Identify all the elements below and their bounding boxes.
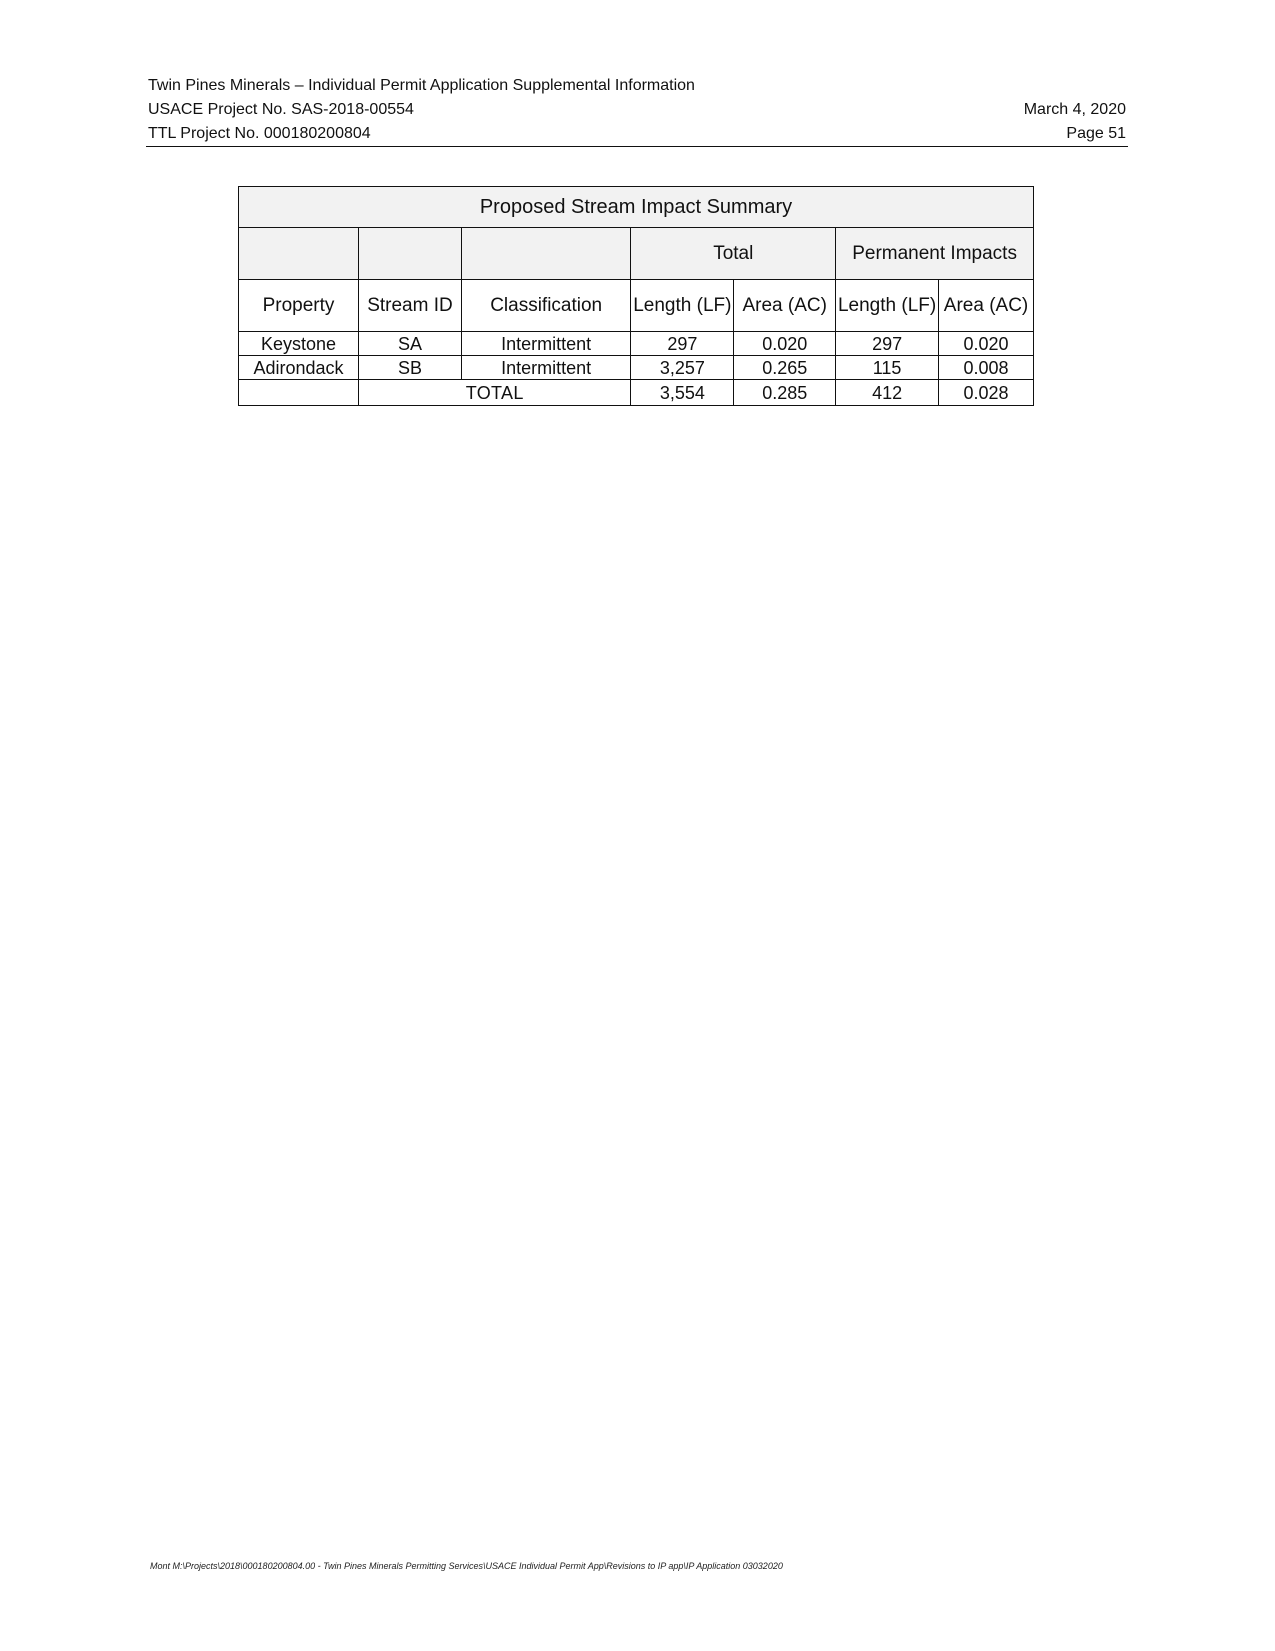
header-divider <box>146 146 1128 147</box>
table-row <box>239 356 1034 380</box>
table-row <box>239 332 1034 356</box>
total-length-cell: 297 <box>631 332 734 356</box>
total-area-cell: 0.265 <box>734 356 836 380</box>
permanent-length-cell: 297 <box>836 332 939 356</box>
classification-cell: Intermittent <box>461 332 630 356</box>
usace-project-number: USACE Project No. SAS-2018-00554 <box>148 101 414 118</box>
table-title: Proposed Stream Impact Summary <box>239 187 1034 228</box>
header-line-3 <box>148 122 1126 146</box>
total-length-cell: 3,257 <box>631 356 734 380</box>
permanent-impacts-group-header: Permanent Impacts <box>836 228 1034 280</box>
total-length-sum: 3,554 <box>631 380 734 406</box>
permanent-area-column-header: Area (AC) <box>939 280 1034 332</box>
total-area-cell: 0.020 <box>734 332 836 356</box>
classification-column-header: Classification <box>461 280 630 332</box>
empty-header-cell <box>461 228 630 280</box>
property-cell: Keystone <box>239 332 359 356</box>
empty-header-cell <box>359 228 462 280</box>
total-label: TOTAL <box>359 380 631 406</box>
classification-cell: Intermittent <box>461 356 630 380</box>
permanent-length-sum: 412 <box>836 380 939 406</box>
total-area-column-header: Area (AC) <box>734 280 836 332</box>
column-header-row <box>239 280 1034 332</box>
footer-file-path: Mont M:\Projects\2018\000180200804.00 - Twin Pines Minerals Permitting Services\USACE Individual Permit App\Revisions to IP app\IP Application 03032020 <box>150 1561 783 1571</box>
stream-id-column-header: Stream ID <box>359 280 462 332</box>
total-area-sum: 0.285 <box>734 380 836 406</box>
stream-impact-table <box>238 186 1034 406</box>
table-title-row <box>239 187 1034 228</box>
ttl-project-number: TTL Project No. 000180200804 <box>148 125 371 142</box>
permanent-area-cell: 0.008 <box>939 356 1034 380</box>
total-group-header: Total <box>631 228 836 280</box>
total-length-column-header: Length (LF) <box>631 280 734 332</box>
document-date: March 4, 2020 <box>1023 101 1126 118</box>
empty-header-cell <box>239 228 359 280</box>
permanent-length-cell: 115 <box>836 356 939 380</box>
header-line-1 <box>148 74 1126 98</box>
page-number: Page 51 <box>1066 125 1126 142</box>
stream-id-cell: SB <box>359 356 462 380</box>
property-column-header: Property <box>239 280 359 332</box>
property-cell: Adirondack <box>239 356 359 380</box>
permanent-area-sum: 0.028 <box>939 380 1034 406</box>
page-header <box>148 74 1126 146</box>
stream-id-cell: SA <box>359 332 462 356</box>
permanent-area-cell: 0.020 <box>939 332 1034 356</box>
document-title: Twin Pines Minerals – Individual Permit Application Supplemental Information <box>148 77 695 94</box>
total-row <box>239 380 1034 406</box>
empty-total-cell <box>239 380 359 406</box>
header-line-2 <box>148 98 1126 122</box>
group-header-row <box>239 228 1034 280</box>
permanent-length-column-header: Length (LF) <box>836 280 939 332</box>
